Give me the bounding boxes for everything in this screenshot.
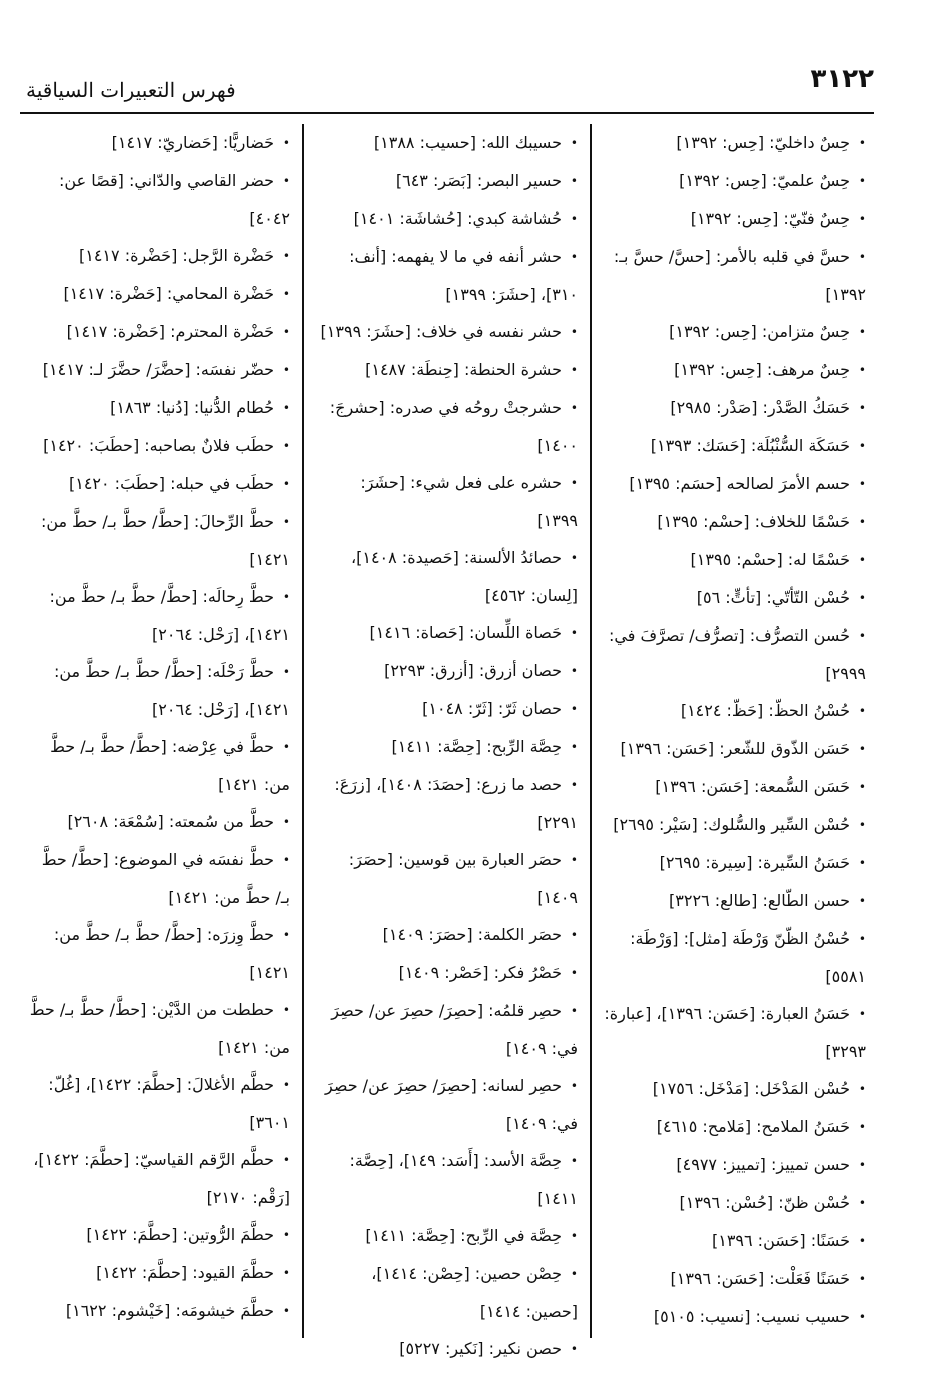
- entry-text: حُسْن السِّير والسُّلوك: [سَيْر: ٢٦٩٥]: [613, 815, 850, 834]
- bullet-icon: •: [858, 1120, 866, 1134]
- entry-text: حسيب نسيب: [نسيب: ٥١٠٥]: [653, 1307, 850, 1326]
- index-entry: [604, 238, 866, 313]
- bullet-icon: •: [282, 928, 290, 942]
- entry-text: حشر نفسه في خلاف: [حشَرَ: ١٣٩٩]: [320, 322, 562, 341]
- index-entry: [316, 728, 578, 766]
- bullet-icon: •: [570, 740, 578, 754]
- bullet-icon: •: [570, 476, 578, 490]
- entry-text: حَسَنًا فَعَلْت: [حَسَن: ١٣٩٦]: [670, 1269, 850, 1288]
- index-entry: [604, 351, 866, 389]
- entry-text: حُسْن المَدْخَل: [مَدْخَل: ١٧٥٦]: [652, 1079, 850, 1098]
- index-entry: [28, 1216, 290, 1254]
- entry-text: حسَّ في قلبه بالأمر: [حسَّ/ حسَّ بـ: ١٣٩٢]: [613, 247, 866, 304]
- bullet-icon: •: [570, 174, 578, 188]
- index-entry: [604, 1222, 866, 1260]
- bullet-icon: •: [570, 1342, 578, 1356]
- index-entry: [316, 351, 578, 389]
- bullet-icon: •: [570, 212, 578, 226]
- index-entry: [28, 237, 290, 275]
- index-entry: [316, 954, 578, 992]
- index-entry: [604, 806, 866, 844]
- index-entry: [28, 427, 290, 465]
- bullet-icon: •: [858, 818, 866, 832]
- bullet-icon: •: [858, 1310, 866, 1324]
- index-entry: [604, 1070, 866, 1108]
- index-entry: [28, 389, 290, 427]
- index-entry: [604, 882, 866, 920]
- entry-text: حصد ما زرع: [حصَدَ: ١٤٠٨]، [زرَعَ: ٢٢٩١]: [334, 775, 578, 832]
- column-middle: [308, 124, 586, 1358]
- entry-list: [316, 124, 578, 1368]
- bullet-icon: •: [570, 778, 578, 792]
- index-entry: [28, 841, 290, 916]
- bullet-icon: •: [570, 1079, 578, 1093]
- entry-text: حطَّمَ خيشومَه: [خَيْشوم: ١٦٢٢]: [65, 1301, 274, 1320]
- page-number: ٣١٢٢: [810, 64, 874, 94]
- entry-text: حشرة الحنطة: [حِنطَة: ١٤٨٧]: [365, 360, 562, 379]
- entry-text: حَضْرة المحترم: [حَضْرة: ١٤١٧]: [66, 322, 274, 341]
- index-entry: [316, 841, 578, 916]
- bullet-icon: •: [282, 1266, 290, 1280]
- column-right: [596, 124, 874, 1338]
- index-entry: [28, 728, 290, 803]
- bullet-icon: •: [570, 966, 578, 980]
- entry-text: حصَر الكلمة: [حصَرَ: ١٤٠٩]: [382, 925, 562, 944]
- index-entry: [316, 1255, 578, 1330]
- bullet-icon: •: [858, 477, 866, 491]
- entry-text: حطَّم الأغلالَ: [حطَّمَ: ١٤٢٢]، [غُلّ: ٣٦٠١]: [48, 1075, 290, 1132]
- index-entry: [604, 313, 866, 351]
- bullet-icon: •: [570, 702, 578, 716]
- bullet-icon: •: [858, 1007, 866, 1021]
- bullet-icon: •: [282, 1078, 290, 1092]
- page-header: [20, 64, 874, 114]
- entry-text: حِسٌ داخليّ: [حِس: ١٣٩٢]: [676, 133, 850, 152]
- entry-text: حصِر لسانه: [حصِرَ/ حصِرَ عن/ حصِرَ في: ١٤٠٩]: [325, 1076, 578, 1133]
- bullet-icon: •: [570, 363, 578, 377]
- entry-text: حشره على فعل شيء: [حشَرَ: ١٣٩٩]: [360, 473, 578, 530]
- bullet-icon: •: [570, 401, 578, 415]
- bullet-icon: •: [570, 853, 578, 867]
- bullet-icon: •: [858, 174, 866, 188]
- bullet-icon: •: [858, 780, 866, 794]
- entry-text: حصن نكير: [نَكير: ٥٢٢٧]: [399, 1339, 562, 1358]
- index-entry: [604, 389, 866, 427]
- index-entry: [316, 690, 578, 728]
- entry-list: [28, 124, 290, 1330]
- column-divider: [302, 124, 304, 1338]
- bullet-icon: •: [858, 629, 866, 643]
- index-entry: [28, 578, 290, 653]
- entry-text: حطَّ نفسَه في الموضوع: [حطَّ/ حطَّ بـ/ حطَّ من: ١٤٢١]: [41, 850, 290, 907]
- bullet-icon: •: [570, 928, 578, 942]
- bullet-icon: •: [858, 212, 866, 226]
- index-entry: [316, 766, 578, 841]
- bullet-icon: •: [282, 1153, 290, 1167]
- index-entry: [604, 124, 866, 162]
- index-entry: [604, 465, 866, 503]
- entry-text: حَسَنُ العبارة: [حَسَن: ١٣٩٦]، [عبارة: ٣٢٩٣]: [604, 1004, 866, 1061]
- index-entry: [28, 124, 290, 162]
- entry-text: حصان ثَرّ: [ثَرّ: ١٠٤٨]: [422, 699, 562, 718]
- entry-text: حُشاشة كبدي: [حُشاشَة: ١٤٠١]: [353, 209, 562, 228]
- index-entry: [316, 1217, 578, 1255]
- entry-text: حَسَن الذّوق للشّعر: [حَسَن: ١٣٩٦]: [620, 739, 850, 758]
- index-entry: [316, 238, 578, 313]
- index-entry: [28, 916, 290, 991]
- entry-text: حصِر قلمُه: [حصِرَ/ حصِرَ عن/ حصِرَ في: ١٤٠٩]: [331, 1001, 578, 1058]
- entry-text: حسيبك الله: [حسيب: ١٣٨٨]: [373, 133, 562, 152]
- bullet-icon: •: [282, 740, 290, 754]
- entry-text: حطَب فلانٌ بصاحبه: [حطَبَ: ١٤٢٠]: [43, 436, 274, 455]
- entry-text: حطَب في حبله: [حطَبَ: ١٤٢٠]: [68, 474, 274, 493]
- index-entry: [316, 1330, 578, 1368]
- index-entry: [28, 275, 290, 313]
- entry-text: حُسن التصرُّف: [تصرُّف/ تصرَّفَ في: ٢٩٩٩]: [608, 626, 866, 683]
- bullet-icon: •: [282, 174, 290, 188]
- index-entry: [604, 1108, 866, 1146]
- index-entry: [316, 1142, 578, 1217]
- index-columns: [20, 124, 874, 1358]
- index-entry: [604, 1298, 866, 1336]
- entry-text: حطَّ رِحالَه: [حطَّ/ حطَّ بـ/ حطَّ من: ١٤٢١]، [رَحْل: ٢٠٦٤]: [49, 587, 290, 644]
- entry-text: حُسْن التّأتّي: [تأتٍّ: ٥٦]: [696, 588, 850, 607]
- entry-text: حطَّمَ الرُّوتين: [حطَّمَ: ١٤٢٢]: [86, 1225, 274, 1244]
- index-entry: [316, 389, 578, 464]
- entry-text: حَصاة اللِّسان: [حَصاة: ١٤١٦]: [369, 623, 562, 642]
- index-entry: [316, 162, 578, 200]
- entry-text: حطَّمَ القيود: [حطَّمَ: ١٤٢٢]: [96, 1263, 274, 1282]
- entry-text: حسن الطّالع: [طالع: ٣٢٢٦]: [669, 891, 850, 910]
- entry-text: حُسْنُ الحظّ: [حَظّ: ١٤٢٤]: [680, 701, 850, 720]
- index-entry: [316, 464, 578, 539]
- index-entry: [28, 1292, 290, 1330]
- index-entry: [28, 1254, 290, 1292]
- index-entry: [604, 1260, 866, 1298]
- index-entry: [604, 692, 866, 730]
- entry-text: حسن تمييز: [تمييز: ٤٩٧٧]: [676, 1155, 850, 1174]
- entry-text: حصائدُ الألسنة: [حَصيدة: ١٤٠٨]، [لِسان: ٤٥٦٢]: [350, 548, 578, 605]
- bullet-icon: •: [570, 1267, 578, 1281]
- bullet-icon: •: [858, 515, 866, 529]
- bullet-icon: •: [858, 136, 866, 150]
- entry-text: حِسٌ فنّيّ: [حِس: ١٣٩٢]: [690, 209, 850, 228]
- index-entry: [28, 1141, 290, 1216]
- bullet-icon: •: [282, 515, 290, 529]
- entry-text: حِسٌ متزامن: [حِس: ١٣٩٢]: [669, 322, 850, 341]
- index-entry: [28, 991, 290, 1066]
- bullet-icon: •: [570, 1229, 578, 1243]
- index-entry: [316, 539, 578, 614]
- bullet-icon: •: [282, 853, 290, 867]
- index-entry: [604, 541, 866, 579]
- index-entry: [316, 916, 578, 954]
- index-entry: [604, 920, 866, 995]
- entry-text: حِصَّة الرِّبح: [حِصَّة: ١٤١١]: [391, 737, 562, 756]
- bullet-icon: •: [282, 1304, 290, 1318]
- index-entry: [316, 614, 578, 652]
- bullet-icon: •: [858, 439, 866, 453]
- entry-text: حطَّ في عِرْضه: [حطَّ/ حطَّ بـ/ حطَّ من: ١٤٢١]: [50, 737, 290, 794]
- index-entry: [604, 730, 866, 768]
- entry-text: حُسْن ظنّ: [حُسْن: ١٣٩٦]: [679, 1193, 850, 1212]
- bullet-icon: •: [282, 136, 290, 150]
- entry-text: حطَّ الرِّحالَ: [حطَّ/ حطَّ بـ/ حطَّ من: ١٤٢١]: [40, 512, 290, 569]
- bullet-icon: •: [858, 325, 866, 339]
- index-entry: [604, 162, 866, 200]
- entry-text: حططت من الدَّيْن: [حطَّ/ حطَّ بـ/ حطَّ من: ١٤٢١]: [29, 1000, 290, 1057]
- bullet-icon: •: [282, 401, 290, 415]
- entry-text: حشر أنفه في ما لا يفهمه: [أنف: ٣١٠]، [حشَرَ: ١٣٩٩]: [349, 247, 578, 304]
- bullet-icon: •: [570, 136, 578, 150]
- bullet-icon: •: [858, 932, 866, 946]
- bullet-icon: •: [858, 591, 866, 605]
- entry-text: حطَّم الرَّقم القياسيّ: [حطَّمَ: ١٤٢٢]، [رَقْم: ٢١٧٠]: [33, 1150, 290, 1207]
- bullet-icon: •: [282, 325, 290, 339]
- bullet-icon: •: [570, 250, 578, 264]
- entry-text: حطَّ وِزرَه: [حطَّ/ حطَّ بـ/ حطَّ من: ١٤٢١]: [53, 925, 290, 982]
- entry-list: [604, 124, 866, 1336]
- bullet-icon: •: [858, 1196, 866, 1210]
- bullet-icon: •: [282, 477, 290, 491]
- bullet-icon: •: [282, 249, 290, 263]
- index-entry: [604, 1146, 866, 1184]
- bullet-icon: •: [858, 856, 866, 870]
- bullet-icon: •: [282, 363, 290, 377]
- bullet-icon: •: [858, 363, 866, 377]
- bullet-icon: •: [282, 590, 290, 604]
- entry-text: حَصْرُ فكر: [حَصْر: ١٤٠٩]: [398, 963, 562, 982]
- entry-text: حصَر العبارة بين قوسين: [حصَرَ: ١٤٠٩]: [348, 850, 578, 907]
- bullet-icon: •: [282, 1228, 290, 1242]
- bullet-icon: •: [570, 626, 578, 640]
- entry-text: حسير البصر: [بَصَر: ٦٤٣]: [395, 171, 562, 190]
- entry-text: حَسَنُ السِّيرة: [سِيرة: ٢٦٩٥]: [659, 853, 850, 872]
- index-entry: [28, 653, 290, 728]
- bullet-icon: •: [858, 742, 866, 756]
- bullet-icon: •: [570, 1154, 578, 1168]
- bullet-icon: •: [570, 1004, 578, 1018]
- index-entry: [604, 427, 866, 465]
- bullet-icon: •: [282, 665, 290, 679]
- index-entry: [316, 200, 578, 238]
- column-left: [20, 124, 298, 1338]
- index-entry: [316, 992, 578, 1067]
- index-entry: [604, 200, 866, 238]
- bullet-icon: •: [282, 1003, 290, 1017]
- entry-text: حَضْرة المحامي: [حَضْرة: ١٤١٧]: [63, 284, 274, 303]
- bullet-icon: •: [858, 1082, 866, 1096]
- index-entry: [604, 768, 866, 806]
- index-entry: [316, 1067, 578, 1142]
- index-entry: [28, 503, 290, 578]
- entry-text: حشرجتْ روحُه في صدره: [حشرجَ: ١٤٠٠]: [329, 398, 578, 455]
- entry-text: حُطام الدُّنيا: [دُنيا: ١٨٦٣]: [110, 398, 274, 417]
- bullet-icon: •: [858, 553, 866, 567]
- entry-text: حَسَنًا: [حَسَن: ١٣٩٦]: [711, 1231, 850, 1250]
- entry-text: حَسْمًا للخلاف: [حسْم: ١٣٩٥]: [657, 512, 850, 531]
- bullet-icon: •: [282, 815, 290, 829]
- index-entry: [316, 652, 578, 690]
- index-entry: [604, 503, 866, 541]
- entry-text: حَسَن السُّمعة: [حَسَن: ١٣٩٦]: [655, 777, 850, 796]
- entry-text: حَضاريًّا: [حَضاريّ: ١٤١٧]: [111, 133, 274, 152]
- index-entry: [28, 313, 290, 351]
- entry-text: حطَّ رَحْلَه: [حطَّ/ حطَّ بـ/ حطَّ من: ١٤٢١]، [رَحْل: ٢٠٦٤]: [53, 662, 290, 719]
- entry-text: حِصَّة الأسد: [أَسَد: ١٤٩]، [حِصَّة: ١٤١١]: [349, 1151, 578, 1208]
- entry-text: حَسْمًا له: [حسْم: ١٣٩٥]: [690, 550, 850, 569]
- index-entry: [28, 1066, 290, 1141]
- entry-text: حِصْن حصين: [حِصْن: ١٤١٤]، [حصين: ١٤١٤]: [371, 1264, 578, 1321]
- entry-text: حَسَكُ الصَّدْر: [صَدْر: ٢٩٨٥]: [670, 398, 850, 417]
- bullet-icon: •: [858, 401, 866, 415]
- index-entry: [604, 579, 866, 617]
- index-entry: [316, 313, 578, 351]
- entry-text: حَضْرة الرَّجل: [حَضْرة: ١٤١٧]: [78, 246, 274, 265]
- entry-text: حصان أزرق: [أزرق: ٢٢٩٣]: [384, 661, 562, 680]
- index-entry: [604, 995, 866, 1070]
- bullet-icon: •: [858, 1234, 866, 1248]
- index-entry: [604, 617, 866, 692]
- entry-text: حُسْنُ الظّنّ وَرْطَة [مثل]: [وَرْطَة: ٥٥٨١]: [630, 929, 866, 986]
- entry-text: حسم الأمرَ لصالحه [حسَم: ١٣٩٥]: [629, 474, 850, 493]
- bullet-icon: •: [570, 551, 578, 565]
- index-entry: [28, 465, 290, 503]
- entry-text: حضّر نفسَه: [حضَّرَ/ حضَّرَ لـ: ١٤١٧]: [42, 360, 274, 379]
- bullet-icon: •: [570, 664, 578, 678]
- entry-text: حِسٌ علميّ: [حِس: ١٣٩٢]: [679, 171, 850, 190]
- index-entry: [604, 1184, 866, 1222]
- index-entry: [316, 124, 578, 162]
- entry-text: حِصَّة في الرِّبح: [حِصَّة: ١٤١١]: [365, 1226, 562, 1245]
- column-divider: [590, 124, 592, 1338]
- bullet-icon: •: [858, 894, 866, 908]
- entry-text: حَسَكَة السُّنْبُلَة: [حَسَك: ١٣٩٣]: [650, 436, 850, 455]
- index-entry: [604, 844, 866, 882]
- index-entry: [28, 803, 290, 841]
- entry-text: حطَّ من سُمعته: [سُمْعَة: ٢٦٠٨]: [67, 812, 274, 831]
- index-entry: [28, 162, 290, 237]
- bullet-icon: •: [858, 1272, 866, 1286]
- bullet-icon: •: [282, 287, 290, 301]
- bullet-icon: •: [858, 704, 866, 718]
- index-entry: [28, 351, 290, 389]
- bullet-icon: •: [858, 250, 866, 264]
- bullet-icon: •: [858, 1158, 866, 1172]
- entry-text: حَسَنُ الملامح: [مَلامح: ٤٦١٥]: [656, 1117, 850, 1136]
- entry-text: حِسٌ مرهف: [حِس: ١٣٩٢]: [674, 360, 850, 379]
- entry-text: حضر القاصي والدّاني: [قصًا عن: ٤٠٤٢]: [59, 171, 290, 228]
- page-title: فهرس التعبيرات السياقية: [26, 78, 236, 102]
- bullet-icon: •: [282, 439, 290, 453]
- bullet-icon: •: [570, 325, 578, 339]
